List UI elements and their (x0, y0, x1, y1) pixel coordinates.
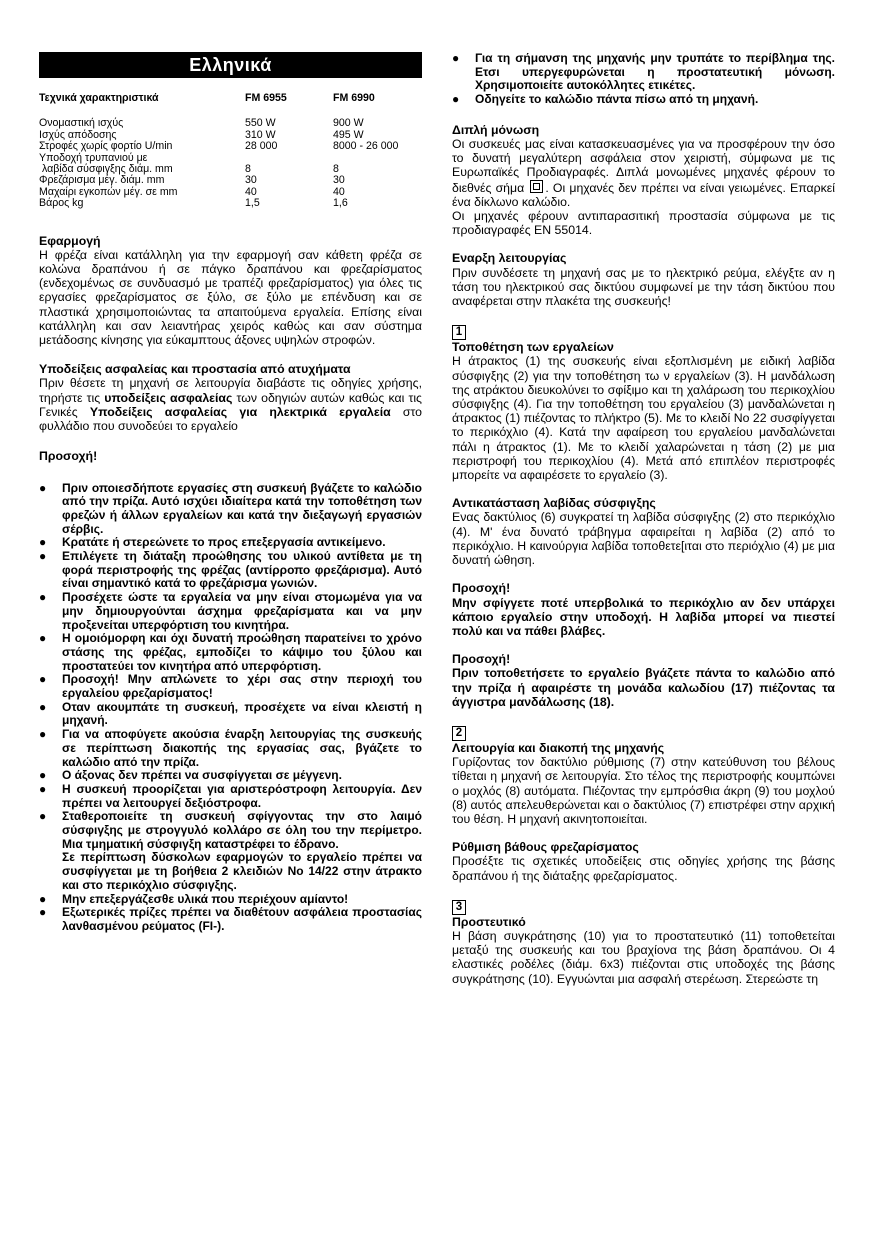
specs-cell: Βάρος kg (39, 197, 84, 210)
warning-item (39, 810, 422, 892)
specs-row (39, 141, 422, 152)
specs-table (39, 93, 422, 210)
bullet-icon: ● (39, 905, 47, 920)
warning-text: Για τη σήμανση της μηχανής μην τρυπάτε το περίβλημα της. Ετσι υπεργεφυρώνεται η προστατευτική μόνωση. Χρησιμοποιείτε αυτοκόλλητες ετικέτες. (475, 51, 835, 93)
bullet-icon: ● (39, 535, 47, 550)
warning-text: Η ομοιόμορφη και όχι δυνατή προώθηση παρατείνει το χρόνο στάσης της φρέζας, εμποδίζει το κάψιμο του ξύλου και προστατεύει τον κινητήρα από υπερφόρτιση. (62, 631, 422, 673)
double-insulation-text: Οι συσκευές μας είναι κατασκευασμένες για να προσφέρουν την όσο το δυνατή μεγαλύτερη ασφάλεια στον χειριστή, σύμφωνα με τις Ευρωπαϊκές Προδιαγραφές. Διπλά μονωμένες μηχανές φέρουν το διεθνές σήμα . Οι μηχανές δεν πρέπει να είναι γειωμένες. Επαρκεί ένα δίκλωνο καλώδιο. (452, 137, 835, 209)
bullet-icon: ● (39, 631, 47, 646)
bullet-icon: ● (39, 727, 47, 742)
switching-section (452, 741, 835, 826)
warning-item (452, 52, 835, 93)
safety-text: Πριν θέσετε τη μηχανή σε λειτουργία διαβάστε τις οδηγίες χρήσης, τηρήστε τις υποδείξεις ασφαλείας των οδηγιών αυτών καθώς και τις Γενικές Υποδείξεις ασφαλείας για ηλεκτρικά εργαλεία στο φυλλάδιο που συνοδεύει το εργαλείο (39, 376, 423, 434)
warning-text: Κρατάτε ή στερεώνετε το προς επεξεργασία αντικείμενο. (62, 535, 386, 550)
specs-cell (333, 153, 422, 164)
guard-text: Η βάση συγκράτησης (10) για το προστατευτικό (11) τοποθετείται μεταξύ της συσκευής και του βραχίονα της βάση δραπάνου. Οι 4 ελαστικές ροδέλες (διάμ. 6x3) πιέζονται στις υποδοχές της βάσης συγκράτησης (10). Εγγυώνται μια ασφαλή στερέωση. Στερεώστε τη (452, 928, 835, 986)
figure-3-number: 3 (452, 900, 466, 915)
bullet-icon: ● (39, 672, 47, 687)
caution-2-text: Μην σφίγγετε ποτέ υπερβολικά το περικόχλιο αν δεν υπάρχει κάποιο εργαλείο στην υποδοχή. Η λαβίδα μπορεί να πιεστεί πολύ και να πάθει βλάβες. (452, 595, 835, 638)
bullet-icon: ● (452, 92, 460, 107)
specs-cell: 1,5 (245, 197, 260, 210)
language-title: Ελληνικά (39, 52, 422, 78)
warning-text: Προσοχή! Μην απλώνετε το χέρι σας στην περιοχή του εργαλείου φρεζαρίσματος! (62, 672, 422, 701)
specs-cell (245, 153, 333, 164)
figure-1-ref (452, 322, 835, 340)
depth-heading: Ρύθμιση βάθους φρεζαρίσματος (452, 840, 639, 855)
specs-cell: Στροφές χωρίς φορτίο U/min (39, 140, 173, 153)
specs-header-cell: Τεχνικά χαρακτηριστικά (39, 92, 159, 104)
startup-text: Πριν συνδέσετε τη μηχανή σας με το ηλεκτρικό ρεύμα, ελέγξτε αν η τάση του ηλεκτρικού σας δικτύου συμφωνεί με την τάση δικτύου που αναφέρεται στην πλακέτα της συσκευής! (452, 265, 835, 309)
warning-text: Οταν ακουμπάτε τη συσκευή, προσέχετε να είναι κλειστή η μηχανή. (62, 699, 422, 728)
specs-cell: 40 (245, 185, 257, 198)
double-insulation-section (452, 123, 835, 238)
bullet-icon: ● (39, 699, 47, 714)
caution-3-section (452, 652, 835, 709)
specs-row (39, 198, 422, 209)
caution-3-heading: Προσοχή! (452, 652, 511, 667)
tool-fitting-heading: Τοποθέτηση των εργαλείων (452, 340, 614, 355)
bullet-icon: ● (39, 768, 47, 783)
warning-item (39, 769, 422, 783)
application-heading: Εφαρμογή (39, 233, 101, 248)
application-text: Η φρέζα είναι κατάλληλη για την εφαρμογή σαν κάθετη φρέζα σε κολώνα δραπάνου ή σε πάγκο δραπάνου και φρεζαρίσματος (ενδεχομένως σε συνδυασμό με τραπέζι φρεζαρίσματος) για όλες τις εργασίες φρεζαρίσματος σε ξύλο, σε ξύλο με επένδυση και σε πλαστικά χρησιμοποιώντας τα απαιτούμενα εργαλεία. Επίσης είναι κατάλληλη και σαν λειαντήρας χειρός καθώς και σαν σύστημα μετάδοσης κίνησης για εύκαμπτους άξονες υψηλών στροφών. (39, 247, 422, 348)
specs-header-row (39, 93, 422, 104)
warning-item (39, 482, 422, 537)
specs-cell: 550 W (245, 117, 276, 130)
figure-1-number: 1 (452, 325, 466, 340)
safety-heading: Υποδείξεις ασφαλείας και προστασία από ατυχήματα (39, 362, 351, 377)
warning-text: Εξωτερικές πρίζες πρέπει να διαθέτουν ασφάλεια προστασίας λανθασμένου ρεύματος (FI-). (62, 905, 422, 933)
tool-fitting-section (452, 340, 835, 482)
figure-3-ref (452, 897, 835, 915)
bullet-icon: ● (39, 480, 47, 495)
specs-cell: 8000 - 26 000 (333, 140, 399, 153)
left-column (39, 52, 422, 934)
collet-change-heading: Αντικατάσταση λαβίδας σύσφιγξης (452, 496, 656, 511)
safety-section (39, 362, 422, 433)
startup-section (452, 251, 835, 308)
bullet-icon: ● (39, 590, 47, 605)
warning-text: Για να αποφύγετε ακούσια έναρξη λειτουργίας της συσκευής σε περίπτωση διακοπής της εργασίας σας, βγάζετε το καλώδιο από την πρίζα. (62, 727, 422, 769)
warning-text: Μην επεξεργάζεσθε υλικά που περιέχουν αμίαντο! (62, 891, 349, 906)
switching-heading: Λειτουργία και διακοπή της μηχανής (452, 740, 665, 755)
double-insulation-heading: Διπλή μόνωση (452, 122, 540, 137)
bullet-icon: ● (39, 781, 47, 796)
specs-cell: 8 (333, 163, 339, 176)
warning-text: Ο άξονας δεν πρέπει να συσφίγγεται σε μέγγενη. (62, 768, 342, 783)
caution-3-text: Πριν τοποθετήσετε το εργαλείο βγάζετε πάντα το καλώδιο από την πρίζα ή αφαιρέστε τη μονάδα καλωδίου (17) πιέζοντας τα άγγιστρα μανδάλωσης (18). (452, 666, 835, 709)
caution-heading: Προσοχή! (39, 449, 98, 464)
warning-text: Οδηγείτε το καλώδιο πάντα πίσω από τη μηχανή. (475, 92, 759, 107)
guard-heading: Προστευτικό (452, 914, 526, 929)
warnings-list-left (39, 482, 422, 934)
depth-text: Προσέξτε τις σχετικές υποδείξεις στις οδηγίες χρήσης της βάσης δραπάνου ή της διάταξης φρεζαρίσματος. (452, 854, 835, 883)
depth-section (452, 840, 835, 883)
warning-item (39, 906, 422, 933)
collet-change-text: Ενας δακτύλιος (6) συγκρατεί τη λαβίδα σύσφιγξης (2) στο περικόχλιο (4). Μ' ένα δυνατό τράβηγμα αφαιρείται η λαβίδα (2) από το περικόχλιο. Η καινούργια λαβίδα τοποθετε[ιται στο περιόχλιο (4) με μια δυνατή ώθηση. (452, 510, 835, 568)
collet-change-section (452, 496, 835, 567)
switching-text: Γυρίζοντας τον δακτύλιο ρύθμισης (7) στην κατεύθυνση του βέλους τίθεται η μηχανή σε λειτουργία. Στο τέλος της περιστροφής κουμπώνει ο μοχλός (8) αυτόματα. Πιέζοντας την εμπρόσθια άκρη (9) του μοχλού (8) αυτός απελευθερώνεται και ο δακτύλιος (7) επιστρέφει στην αρχική του θέση. Η μηχανή ακινητοποιείται. (452, 755, 835, 826)
warning-text: Η συσκευή προορίζεται για αριστερόστροφη λειτουργία. Δεν πρέπει να λειτουργεί δεξιόστροφα. (62, 781, 422, 810)
warning-item (39, 701, 422, 728)
figure-2-number: 2 (452, 726, 466, 741)
warning-text: Προσέχετε ώστε τα εργαλεία να μην είναι στομωμένα για να μην δημιουργούνται άσχημα φρεζαρίσματα και να μην προξενείται υπερφόρτιση του κινητήρα. (62, 590, 422, 632)
warning-item (39, 783, 422, 810)
figure-2-ref (452, 723, 835, 741)
warning-text: Πριν οποιεσδήποτε εργασίες στη συσκευή βγάζετε το καλώδιο από την πρίζα. Αυτό ισχύει ιδιαίτερα κατά την τοποθέτηση των φρεζών ή άλλων εργαλείων και κατά την διεξαγωγή εργασιών σέρβις. (62, 480, 422, 536)
caution-2-section (452, 581, 835, 638)
interference-text: Οι μηχανές φέρουν αντιπαρασιτική προστασία σύμφωνα με τις προδιαγραφές EN 55014. (452, 209, 835, 238)
warning-item (39, 550, 422, 591)
specs-cell: Υποδοχή τρυπανιού με (39, 151, 148, 164)
specs-cell: 495 W (333, 128, 364, 141)
bullet-icon: ● (39, 891, 47, 906)
application-section (39, 234, 422, 348)
warning-item (452, 93, 835, 107)
specs-cell: 40 (333, 185, 345, 198)
bullet-icon: ● (39, 549, 47, 564)
specs-cell: λαβίδα σύσφιγξης διάμ. mm (39, 163, 173, 176)
specs-cell: 30 (245, 174, 257, 187)
bullet-icon: ● (452, 51, 460, 65)
double-insulation-icon (530, 180, 543, 193)
specs-row (39, 187, 422, 198)
warning-item (39, 893, 422, 907)
specs-cell: 1,6 (333, 197, 348, 210)
specs-header-cell: FM 6955 (245, 92, 287, 104)
specs-cell: 28 000 (245, 140, 278, 153)
specs-cell: Μαχαίρι εγκοπών μέγ. σε mm (39, 185, 178, 198)
warning-text: Σταθεροποιείτε τη συσκευή σφίγγοντας την στο λαιμό σύσφιγξης με στρογγυλό κολλάρο σε όλη του την περίμετρο. Μια τμηματική σύσφιγξη καταστρέφει το έδρανο. (62, 809, 422, 851)
specs-cell: 8 (245, 163, 251, 176)
warning-item (39, 728, 422, 769)
bullet-icon: ● (39, 809, 47, 824)
specs-cell: Ονομαστική ισχύς (39, 117, 124, 130)
specs-header-cell: FM 6990 (333, 92, 375, 104)
specs-cell: 30 (333, 174, 345, 187)
guard-section (452, 915, 835, 986)
warning-item (39, 673, 422, 700)
warning-item (39, 632, 422, 673)
warning-item (39, 536, 422, 550)
startup-heading: Εναρξη λειτουργίας (452, 251, 567, 266)
specs-cell: 900 W (333, 117, 364, 130)
specs-cell: Ισχύς απόδοσης (39, 128, 117, 141)
tool-fitting-text: Η άτρακτος (1) της συσκευής είναι εξοπλισμένη με ειδική λαβίδα σύσφιγξης (2) για την τοποθέτηση τω ν εργαλείων (3). Η μανδάλωση της ατράκτου διευκολύνει το σφίξιμο και τη χαλάρωση του περικοχλίου σύσφιγξης (4). Για την τοποθέτηση του εργαλείου (3) μανδαλώνεται η άτρακτος (1) πιέζοντας το πλήκτρο (5). Με το κλειδί Νο 22 συσφίγγεται το περικόχλιο (4). Κατά την αφαίρεση του εργαλείου μανδαλώνεται πάλι η άτρακτος (1). Με το κλειδί χαλαρώνεται η τάση (2) με μια περιστροφή του περικοχλίου (4). Μετά από επιπλέον περιστροφές μπορείτε να αφαιρέσετε το εργαλείο (3). (452, 354, 835, 483)
caution-2-heading: Προσοχή! (452, 581, 511, 596)
right-column (452, 52, 835, 986)
warning-extra-text: Σε περίπτωση δύσκολων εφαρμογών το εργαλείο πρέπει να συσφίγγεται με τη βοήθεια 2 κλειδιών Νο 14/22 στην άτρακτο και στο περικόχλιο σύσφιγξης. (62, 850, 422, 892)
warnings-list-right (452, 52, 835, 107)
warning-text: Επιλέγετε τη διάταξη προώθησης του υλικού αντίθετα με τη φορά περιστροφής της φρέζας (αντίρροπο φρεζάρισμα). Αυτό είναι σημαντικό κατά το φρεζάρισμα γωνιών. (62, 549, 422, 591)
specs-cell: Φρεζάρισμα μέγ. διάμ. mm (39, 174, 165, 187)
warning-item (39, 591, 422, 632)
specs-cell: 310 W (245, 128, 276, 141)
